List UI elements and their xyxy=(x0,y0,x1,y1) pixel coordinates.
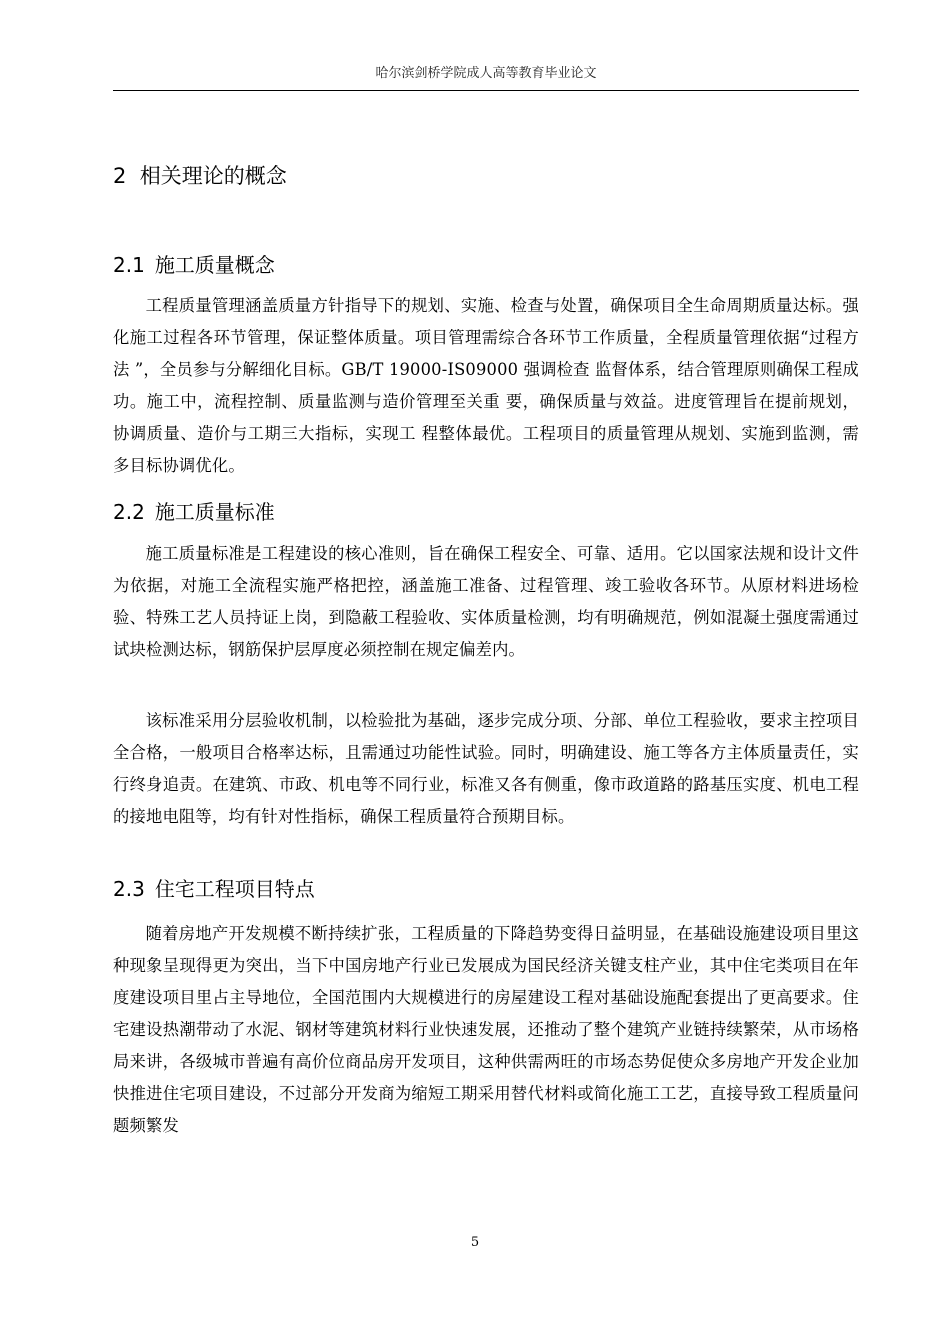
section-number: 2.2 xyxy=(113,500,145,524)
header-text: 哈尔滨剑桥学院成人高等教育毕业论文 xyxy=(375,66,597,81)
section-number: 2.1 xyxy=(113,253,145,277)
chapter-title-text: 相关理论的概念 xyxy=(139,164,287,188)
section-heading-2-2 xyxy=(113,497,275,527)
section-number: 2.3 xyxy=(113,877,145,901)
chapter-number: 2 xyxy=(113,164,127,188)
chapter-title xyxy=(113,160,287,192)
section-heading-2-3 xyxy=(113,874,315,904)
page-number: 5 xyxy=(470,1235,480,1250)
paragraph-2-3-1: 随着房地产开发规模不断持续扩张，工程质量的下降趋势变得日益明显，在基础设施建设项目里这种现象呈现得更为突出，当下中国房地产行业已发展成为国民经济关键支柱产业，其中住宅类项目在年度建设项目里占主导地位，全国范围内大规模进行的房屋建设工程对基础设施配套提出了更高要求。住宅建设热潮带动了水泥、钢材等建筑材料行业快速发展，还推动了整个建筑产业链持续繁荣，从市场格局来讲，各级城市普遍有高价位商品房开发项目，这种供需两旺的市场态势促使众多房地产开发企业加快推进住宅项目建设，不过部分开发商为缩短工期采用替代材料或简化施工工艺，直接导致工程质量问题频繁发 xyxy=(113,924,859,1135)
section-title-text: 住宅工程项目特点 xyxy=(154,877,315,901)
section-heading-2-1 xyxy=(113,250,275,280)
paragraph-2-2-1: 施工质量标准是工程建设的核心准则，旨在确保工程安全、可靠、适用。它以国家法规和设计文件为依据，对施工全流程实施严格把控，涵盖施工准备、过程管理、竣工验收各环节。从原材料进场检验、特殊工艺人员持证上岗，到隐蔽工程验收、实体质量检测，均有明确规范，例如混凝土强度需通过试块检测达标，钢筋保护层厚度必须控制在规定偏差内。 xyxy=(113,544,859,659)
page-header xyxy=(113,64,859,91)
paragraph-2-1-1: 工程质量管理涵盖质量方针指导下的规划、实施、检查与处置，确保项目全生命周期质量达标。强化施工过程各环节管理，保证整体质量。项目管理需综合各环节工作质量，全程质量管理依据“过程方法 ”，全员参与分解细化目标。GB/T 19000-IS09000 强调检查 监督体系，结合管理原则确保工程成功。施工中，流程控制、质量监测与造价管理至关重 要，确保质量与效益。进度管理旨在提前规划，协调质量、造价与工期三大指标，实现工 程整体最优。工程项目的质量管理从规划、实施到监测，需多目标协调优化。 xyxy=(113,296,859,475)
section-title-text: 施工质量标准 xyxy=(154,500,275,524)
paragraph-2-2-2: 该标准采用分层验收机制，以检验批为基础，逐步完成分项、分部、单位工程验收，要求主控项目全合格，一般项目合格率达标，且需通过功能性试验。同时，明确建设、施工等各方主体质量责任，实行终身追责。在建筑、市政、机电等不同行业，标准又各有侧重，像市政道路的路基压实度、机电工程的接地电阻等，均有针对性指标，确保工程质量符合预期目标。 xyxy=(113,711,859,826)
section-title-text: 施工质量概念 xyxy=(154,253,275,277)
